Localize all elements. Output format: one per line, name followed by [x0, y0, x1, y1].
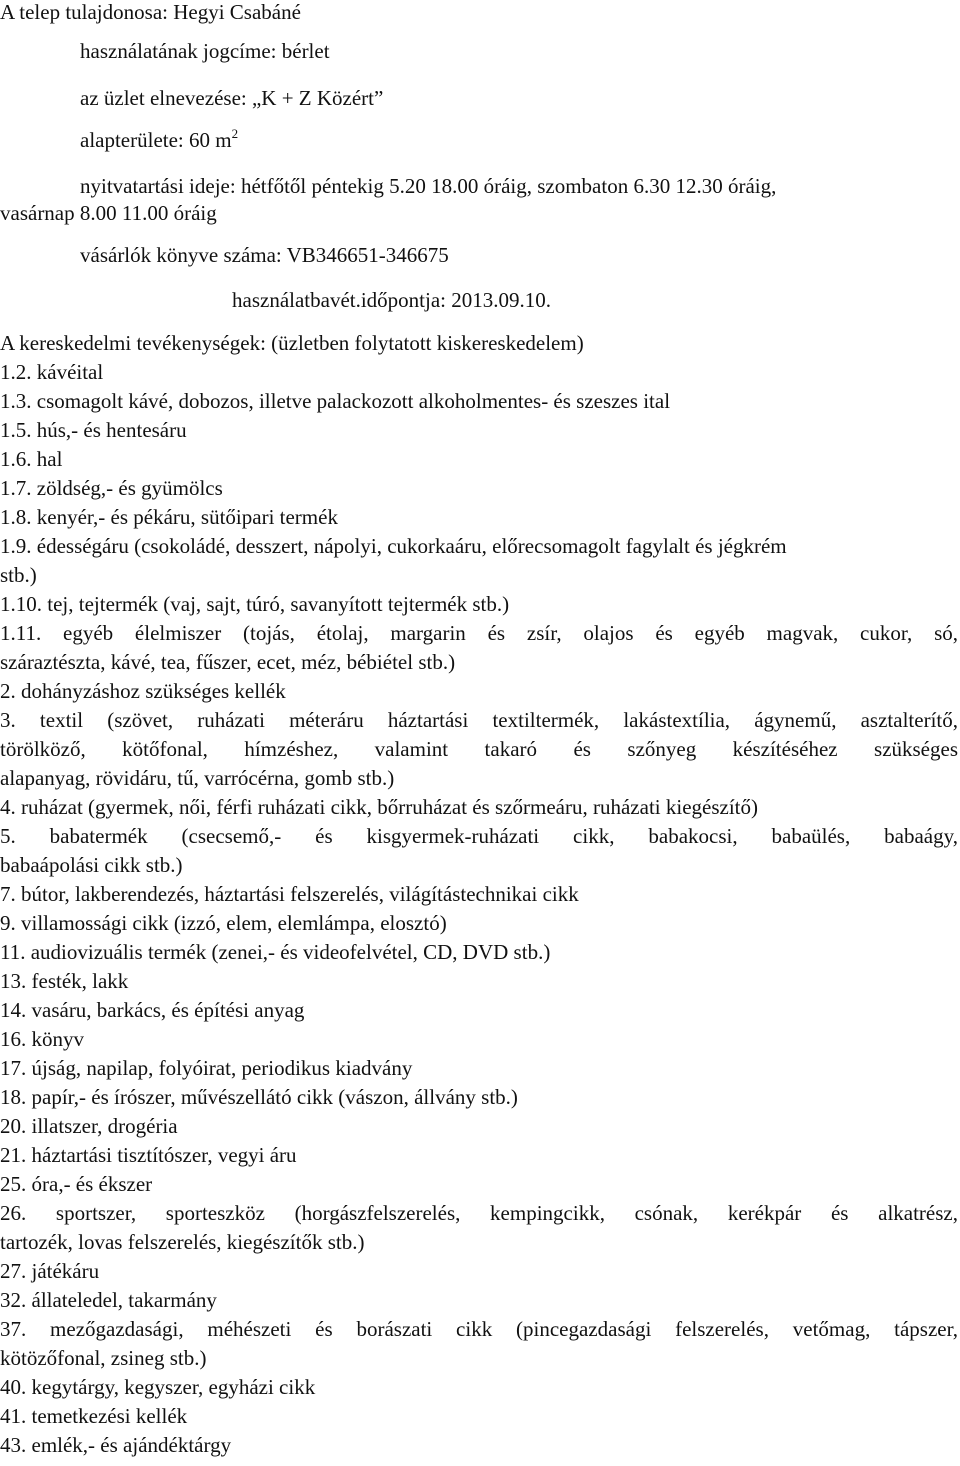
start-date-line: használatbavét.időpontja: 2013.09.10.: [232, 288, 552, 312]
list-item: 1.5. hús,- és hentesáru: [0, 418, 187, 442]
shop-name-line: az üzlet elnevezése: „K + Z Közért”: [80, 86, 384, 110]
list-item-continuation: száraztészta, kávé, tea, fűszer, ecet, méz, bébiétel stb.): [0, 650, 456, 674]
list-item: 2. dohányzáshoz szükséges kellék: [0, 679, 286, 703]
list-item-continuation: babaápolási cikk stb.): [0, 853, 183, 877]
list-item: 3. textil (szövet, ruházati méteráru háztartási textiltermék, lakástextília, ágynemű, asztalterítő,: [0, 708, 958, 732]
hours-line-1: nyitvatartási ideje: hétfőtől péntekig 5.20 18.00 óráig, szombaton 6.30 12.30 óráig,: [80, 174, 777, 198]
list-item-continuation: kötözőfonal, zsineg stb.): [0, 1346, 207, 1370]
list-item: 16. könyv: [0, 1027, 84, 1051]
list-item: 43. emlék,- és ajándéktárgy: [0, 1433, 232, 1457]
list-item: 21. háztartási tisztítószer, vegyi áru: [0, 1143, 297, 1167]
usage-title-line: használatának jogcíme: bérlet: [80, 39, 330, 63]
activities-title: A kereskedelmi tevékenységek: (üzletben folytatott kiskereskedelem): [0, 331, 584, 355]
list-item: 27. játékáru: [0, 1259, 100, 1283]
list-item: 1.8. kenyér,- és pékáru, sütőipari termék: [0, 505, 338, 529]
list-item: 11. audiovizuális termék (zenei,- és videofelvétel, CD, DVD stb.): [0, 940, 551, 964]
list-item: 1.11. egyéb élelmiszer (tojás, étolaj, margarin és zsír, olajos és egyéb magvak, cukor, só,: [0, 621, 958, 645]
list-item: 1.6. hal: [0, 447, 63, 471]
list-item: 5. babatermék (csecsemő,- és kisgyermek-ruházati cikk, babakocsi, babaülés, babaágy,: [0, 824, 958, 848]
list-item: 14. vasáru, barkács, és építési anyag: [0, 998, 305, 1022]
list-item: 17. újság, napilap, folyóirat, periodikus kiadvány: [0, 1056, 413, 1080]
list-item: 1.10. tej, tejtermék (vaj, sajt, túró, savanyított tejtermék stb.): [0, 592, 510, 616]
list-item: 13. festék, lakk: [0, 969, 129, 993]
list-item: 1.7. zöldség,- és gyümölcs: [0, 476, 223, 500]
list-item-continuation: törölköző, kötőfonal, hímzéshez, valamint takaró és szőnyeg készítéséhez szükséges: [0, 737, 958, 761]
list-item: 7. bútor, lakberendezés, háztartási felszerelés, világítástechnikai cikk: [0, 882, 579, 906]
hours-line-2: vasárnap 8.00 11.00 óráig: [0, 201, 217, 225]
complaint-book-line: vásárlók könyve száma: VB346651-346675: [80, 243, 449, 267]
owner-line: A telep tulajdonosa: Hegyi Csabáné: [0, 0, 301, 24]
list-item-continuation: stb.): [0, 563, 37, 587]
area-superscript: 2: [231, 126, 239, 141]
list-item: 18. papír,- és írószer, művészellátó cikk (vászon, állvány stb.): [0, 1085, 518, 1109]
area-text: alapterülete: 60 m: [80, 128, 232, 152]
list-item: 41. temetkezési kellék: [0, 1404, 188, 1428]
list-item: 40. kegytárgy, kegyszer, egyházi cikk: [0, 1375, 316, 1399]
list-item: 4. ruházat (gyermek, női, férfi ruházati cikk, bőrruházat és szőrmeáru, ruházati kiegészítő): [0, 795, 758, 819]
list-item: 1.9. édességáru (csokoládé, desszert, nápolyi, cukorkaáru, előrecsomagolt fagylalt és jégkrém: [0, 534, 787, 558]
area-line: [80, 128, 238, 152]
list-item: 1.2. kávéital: [0, 360, 104, 384]
list-item: 37. mezőgazdasági, méhészeti és borászati cikk (pincegazdasági felszerelés, vetőmag, tápszer,: [0, 1317, 958, 1341]
list-item: 1.3. csomagolt kávé, dobozos, illetve palackozott alkoholmentes- és szeszes ital: [0, 389, 671, 413]
list-item: 9. villamossági cikk (izzó, elem, elemlámpa, elosztó): [0, 911, 447, 935]
list-item: 32. állateledel, takarmány: [0, 1288, 217, 1312]
list-item: 25. óra,- és ékszer: [0, 1172, 153, 1196]
list-item: 20. illatszer, drogéria: [0, 1114, 178, 1138]
list-item: 26. sportszer, sporteszköz (horgászfelszerelés, kempingcikk, csónak, kerékpár és alkatrész,: [0, 1201, 958, 1225]
list-item-continuation: alapanyag, rövidáru, tű, varrócérna, gomb stb.): [0, 766, 395, 790]
list-item-continuation: tartozék, lovas felszerelés, kiegészítők stb.): [0, 1230, 365, 1254]
